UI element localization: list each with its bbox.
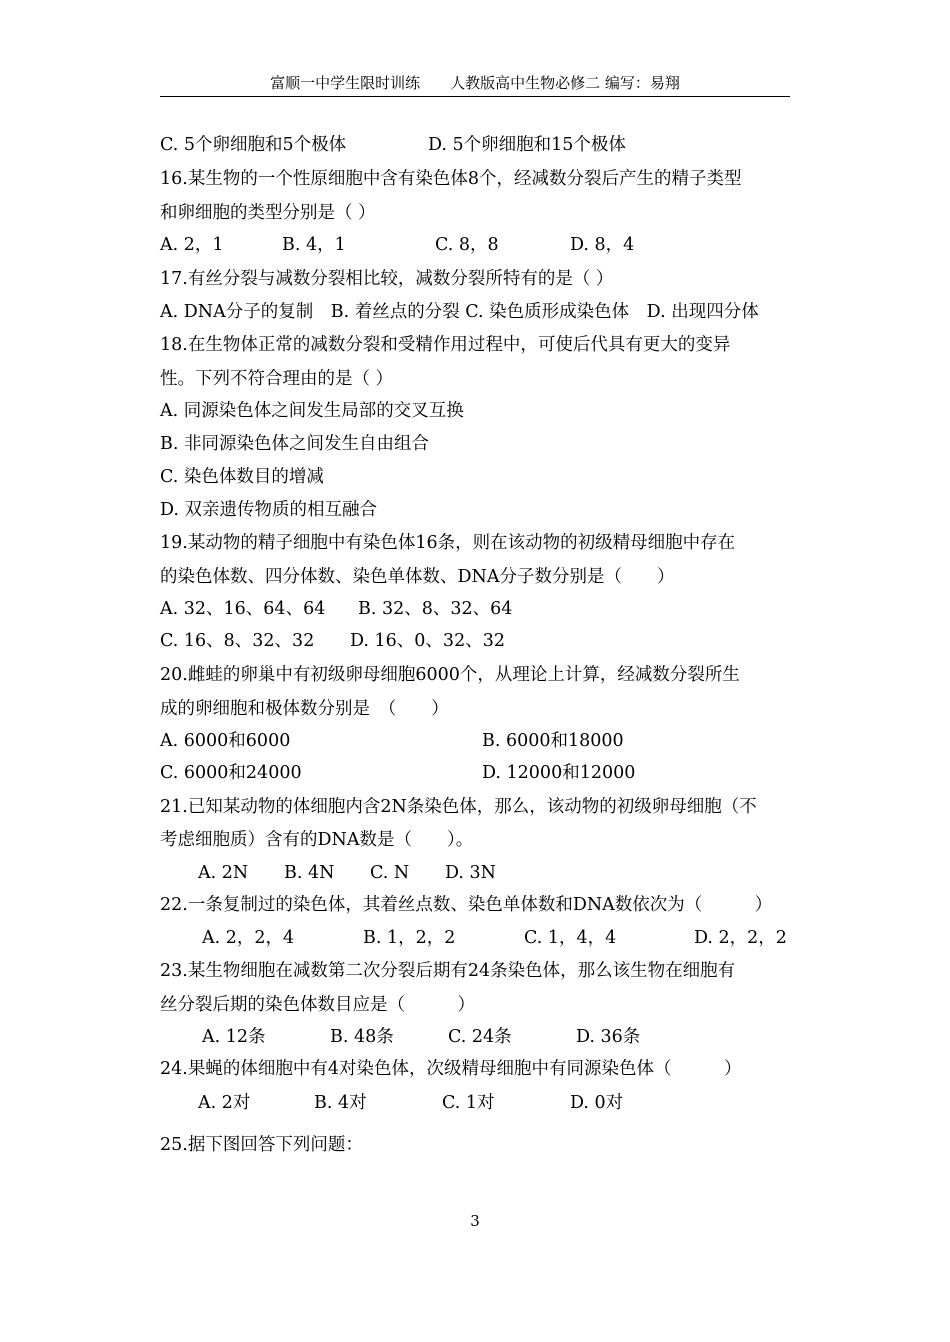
q21-stem-line2: 考虑细胞质）含有的DNA数是（ ）。 (160, 830, 474, 850)
q21-stem-line1: 21.已知某动物的体细胞内含2N条染色体，那么，该动物的初级卵母细胞（不 (160, 797, 757, 817)
q20-option-b: B. 6000和18000 (482, 731, 624, 751)
q19-option-c: C. 16、8、32、32 (160, 631, 315, 651)
q24-option-d: D. 0对 (570, 1093, 624, 1113)
q18-option-d: D. 双亲遗传物质的相互融合 (160, 500, 378, 520)
q24-stem: 24.果蝇的体细胞中有4对染色体，次级精母细胞中有同源染色体（ ） (160, 1059, 742, 1079)
page-number: 3 (470, 1212, 480, 1230)
q23-stem-line1: 23.某生物细胞在减数第二次分裂后期有24条染色体，那么该生物在细胞有 (160, 961, 736, 981)
q22-options (160, 923, 792, 953)
q19-option-b: B. 32、8、32、64 (358, 599, 513, 619)
q15-option-d: D. 5个卵细胞和15个极体 (428, 135, 626, 155)
q18-option-a: A. 同源染色体之间发生局部的交叉互换 (160, 401, 464, 421)
q22-option-d: D. 2，2，2 (694, 928, 787, 948)
q20-options-row1 (160, 726, 792, 756)
q23-option-a: A. 12条 (202, 1027, 266, 1047)
q16-option-a: A. 2，1 (160, 235, 224, 255)
q22-stem: 22.一条复制过的染色体，其着丝点数、染色单体数和DNA数依次为（ ） (160, 895, 773, 915)
q16-stem-line1: 16.某生物的一个性原细胞中含有染色体8个，经减数分裂后产生的精子类型 (160, 169, 742, 189)
q19-stem-line1: 19.某动物的精子细胞中有染色体16条，则在该动物的初级精母细胞中存在 (160, 533, 736, 553)
q21-option-b: B. 4N (284, 863, 335, 883)
q19-option-d: D. 16、0、32、32 (350, 631, 505, 651)
q18-stem-line1: 18.在生物体正常的减数分裂和受精作用过程中，可使后代具有更大的变异 (160, 335, 731, 355)
q23-options (160, 1022, 792, 1052)
q15-options (160, 130, 792, 160)
q23-option-d: D. 36条 (576, 1027, 641, 1047)
page-header: 富顺一中学生限时训练 人教版高中生物必修二 编写：易翔 (270, 74, 680, 92)
header-divider (160, 96, 790, 97)
q16-stem-line2: 和卵细胞的类型分别是（ ） (160, 203, 376, 223)
q19-option-a: A. 32、16、64、64 (160, 599, 326, 619)
q21-option-d: D. 3N (445, 863, 496, 883)
q24-options (160, 1088, 792, 1118)
q22-option-c: C. 1，4，4 (524, 928, 617, 948)
q20-option-d: D. 12000和12000 (482, 763, 636, 783)
q15-option-c: C. 5个卵细胞和5个极体 (160, 135, 347, 155)
q24-option-b: B. 4对 (314, 1093, 367, 1113)
q20-stem-line1: 20.雌蛙的卵巢中有初级卵母细胞6000个，从理论上计算，经减数分裂所生 (160, 665, 740, 685)
q24-option-a: A. 2对 (198, 1093, 251, 1113)
q18-option-c: C. 染色体数目的增减 (160, 467, 324, 487)
q23-option-b: B. 48条 (330, 1027, 394, 1047)
q25-stem: 25.据下图回答下列问题： (160, 1135, 363, 1155)
q22-option-a: A. 2，2，4 (202, 928, 295, 948)
q16-option-c: C. 8，8 (435, 235, 499, 255)
q17-stem: 17.有丝分裂与减数分裂相比较，减数分裂所特有的是（ ） (160, 269, 614, 289)
q20-option-a: A. 6000和6000 (160, 731, 291, 751)
q19-options-row2 (160, 626, 792, 656)
q16-option-d: D. 8，4 (570, 235, 635, 255)
q16-options (160, 230, 792, 260)
q22-option-b: B. 1，2，2 (363, 928, 456, 948)
q24-option-c: C. 1对 (442, 1093, 495, 1113)
q19-stem-line2: 的染色体数、四分体数、染色单体数、DNA分子数分别是（ ） (160, 567, 675, 587)
q19-options-row1 (160, 594, 792, 624)
q18-stem-line2: 性。下列不符合理由的是（ ） (160, 369, 394, 389)
q21-option-a: A. 2N (198, 863, 249, 883)
q17-options: A. DNA分子的复制 B. 着丝点的分裂 C. 染色质形成染色体 D. 出现四分体 (160, 302, 759, 322)
q20-stem-line2: 成的卵细胞和极体数分别是 （ ） (160, 699, 449, 719)
q18-option-b: B. 非同源染色体之间发生自由组合 (160, 434, 429, 454)
q23-stem-line2: 丝分裂后期的染色体数目应是（ ） (160, 995, 475, 1015)
q20-options-row2 (160, 758, 792, 788)
q16-option-b: B. 4，1 (282, 235, 346, 255)
q21-option-c: C. N (370, 863, 410, 883)
q20-option-c: C. 6000和24000 (160, 763, 302, 783)
q21-options (160, 858, 792, 888)
q23-option-c: C. 24条 (448, 1027, 512, 1047)
